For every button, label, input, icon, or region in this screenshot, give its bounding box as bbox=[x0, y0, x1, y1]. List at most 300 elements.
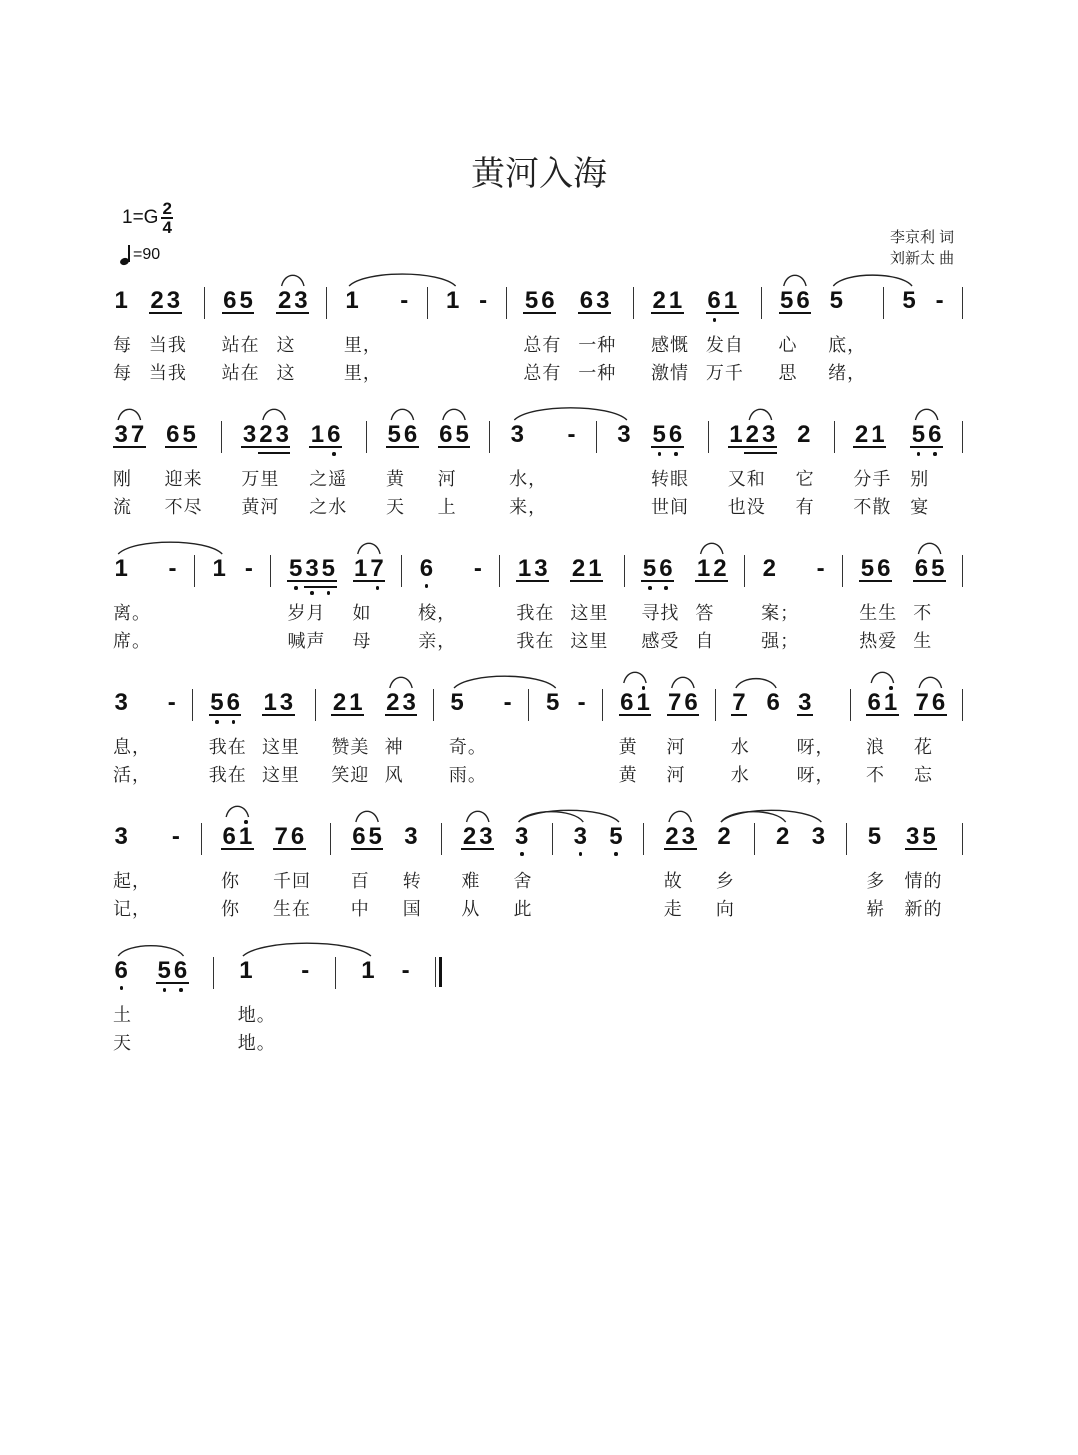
note-digit: 6 bbox=[659, 555, 673, 582]
lyric-verse-1: 站在 bbox=[221, 335, 260, 355]
note bbox=[273, 823, 289, 850]
note-digit: 7 bbox=[370, 555, 384, 582]
slur-arc bbox=[356, 811, 378, 822]
note-digit: 1 bbox=[696, 555, 711, 582]
note-digit: 3 bbox=[596, 287, 610, 314]
lyric-verse-2: 当我 bbox=[148, 363, 187, 383]
note-digit: 2 bbox=[652, 287, 666, 314]
note-digit: 3 bbox=[573, 823, 587, 850]
lyric-verse-1: 河 bbox=[666, 737, 686, 757]
notes bbox=[478, 287, 489, 331]
note-group bbox=[113, 421, 146, 521]
note-group bbox=[651, 287, 689, 387]
lyric-verse-1: 转眼 bbox=[650, 469, 689, 489]
note-group bbox=[761, 555, 799, 655]
note bbox=[385, 689, 401, 716]
note-digit: 6 bbox=[541, 287, 555, 314]
lyric-verse-1: 舍 bbox=[513, 871, 533, 891]
note-digit: 7 bbox=[732, 689, 746, 716]
note-digit: 3 bbox=[114, 823, 128, 850]
note bbox=[113, 823, 129, 850]
upper-octave-dot bbox=[889, 686, 893, 690]
lyric-verse-2: 宴 bbox=[910, 497, 930, 517]
barline bbox=[433, 689, 434, 721]
lyric-verse-1: 这里 bbox=[570, 603, 609, 623]
note-digit: 7 bbox=[130, 421, 145, 448]
note-digit: 6 bbox=[877, 555, 891, 582]
note-group bbox=[113, 689, 151, 789]
note bbox=[237, 823, 253, 850]
note-group bbox=[331, 689, 369, 789]
notes bbox=[651, 421, 684, 465]
barline bbox=[962, 421, 963, 453]
note-group bbox=[472, 555, 483, 655]
lower-octave-dot bbox=[713, 318, 717, 322]
note-digit: 6 bbox=[766, 689, 780, 716]
lyric-verse-1: 地。 bbox=[237, 1005, 276, 1025]
note-digit: 3 bbox=[681, 823, 696, 850]
note-digit: 6 bbox=[222, 823, 236, 850]
notes bbox=[572, 823, 588, 867]
note bbox=[859, 555, 875, 582]
note-digit: - bbox=[167, 689, 176, 716]
note bbox=[344, 287, 360, 314]
barline bbox=[842, 555, 843, 587]
note bbox=[348, 689, 364, 716]
note-group bbox=[211, 555, 227, 655]
note-digit: 3 bbox=[305, 555, 319, 582]
notes bbox=[400, 957, 411, 1001]
note-digit: 1 bbox=[361, 957, 375, 984]
lyric-verse-1: 它 bbox=[795, 469, 815, 489]
notes bbox=[209, 689, 242, 733]
barline bbox=[602, 689, 603, 721]
note-group bbox=[667, 689, 700, 789]
notes bbox=[276, 287, 309, 331]
note bbox=[905, 823, 921, 850]
note-digit: - bbox=[935, 287, 944, 314]
lyric-verse-2: 从 bbox=[461, 899, 481, 919]
lyric-verse-2: 天 bbox=[386, 497, 406, 517]
note bbox=[113, 957, 129, 984]
lyric-verse-2: 黄河 bbox=[241, 497, 280, 517]
note-group bbox=[300, 957, 311, 1057]
note-group bbox=[695, 555, 728, 655]
note-digit: 1 bbox=[238, 823, 253, 850]
slur-arc bbox=[749, 409, 771, 420]
note bbox=[683, 689, 699, 716]
note-digit: 1 bbox=[263, 689, 277, 716]
note-digit: 2 bbox=[665, 823, 679, 850]
note-group bbox=[513, 823, 532, 923]
lyric-verse-2: 上 bbox=[437, 497, 457, 517]
barline bbox=[962, 555, 963, 587]
note bbox=[667, 689, 683, 716]
lyric-verse-2: 我在 bbox=[208, 765, 247, 785]
note bbox=[667, 421, 683, 448]
notes bbox=[695, 555, 728, 599]
notes bbox=[761, 555, 777, 599]
note bbox=[882, 689, 898, 716]
note-group bbox=[113, 555, 151, 655]
note bbox=[651, 421, 667, 448]
note-digit: - bbox=[244, 555, 253, 582]
note-group bbox=[113, 957, 132, 1057]
notes bbox=[775, 823, 791, 867]
note bbox=[353, 555, 369, 582]
slur-arc bbox=[118, 946, 183, 956]
note bbox=[712, 555, 728, 582]
slur-arc bbox=[519, 810, 619, 822]
lyric-verse-1: 生生 bbox=[859, 603, 898, 623]
lyric-verse-2: 此 bbox=[513, 899, 533, 919]
tempo-value: =90 bbox=[133, 246, 161, 263]
lyric-verse-2: 不 bbox=[866, 765, 886, 785]
lyric-verse-1: 又和 bbox=[727, 469, 766, 489]
notes bbox=[149, 287, 182, 331]
notes bbox=[438, 421, 471, 465]
note-digit: - bbox=[577, 689, 586, 716]
note-group bbox=[570, 555, 608, 655]
note bbox=[449, 689, 465, 716]
note bbox=[913, 555, 929, 582]
note bbox=[222, 287, 238, 314]
slur-arc bbox=[443, 409, 465, 420]
lyric-verse-1: 答 bbox=[695, 603, 715, 623]
note-group bbox=[651, 421, 689, 521]
note-group bbox=[913, 555, 946, 655]
lyric-verse-1: 感慨 bbox=[650, 335, 689, 355]
note bbox=[616, 421, 632, 448]
notes bbox=[901, 287, 917, 331]
note-group bbox=[170, 823, 181, 923]
note-group bbox=[716, 823, 735, 923]
slur-arc bbox=[349, 274, 456, 286]
note-group bbox=[576, 689, 587, 789]
slur-arc bbox=[358, 543, 380, 554]
notes bbox=[706, 287, 739, 331]
note-group bbox=[523, 287, 561, 387]
lyric-verse-1: 黄 bbox=[386, 469, 406, 489]
staff-row bbox=[113, 287, 963, 387]
notes bbox=[728, 421, 777, 465]
note-group bbox=[664, 823, 697, 923]
note bbox=[695, 555, 711, 582]
note-digit: 3 bbox=[275, 421, 289, 448]
notes bbox=[418, 555, 434, 599]
lyric-verse-2: 万千 bbox=[705, 363, 744, 383]
note bbox=[418, 555, 434, 582]
lyric-verse-2: 自 bbox=[695, 631, 715, 651]
note bbox=[635, 689, 651, 716]
note-digit: 5 bbox=[182, 421, 196, 448]
note-digit: 5 bbox=[922, 823, 936, 850]
note-digit: 7 bbox=[915, 689, 929, 716]
dash-extension bbox=[399, 287, 410, 314]
note-group bbox=[113, 823, 151, 923]
note-digit: 3 bbox=[242, 421, 257, 448]
note-digit: 3 bbox=[534, 555, 548, 582]
dash-extension bbox=[566, 421, 577, 448]
notes bbox=[222, 287, 255, 331]
note-digit: 6 bbox=[579, 287, 594, 314]
note-digit: 2 bbox=[797, 421, 811, 448]
lyric-verse-2: 总有 bbox=[523, 363, 562, 383]
note bbox=[910, 421, 926, 448]
note-digit: 6 bbox=[114, 957, 128, 984]
dash-extension bbox=[300, 957, 311, 984]
note-group bbox=[572, 823, 588, 923]
lower-octave-dot bbox=[232, 720, 236, 724]
note-digit: 1 bbox=[345, 287, 359, 314]
note-digit: 2 bbox=[462, 823, 477, 850]
slur-arc bbox=[833, 275, 912, 286]
note-digit: 2 bbox=[386, 689, 400, 716]
notes bbox=[399, 287, 410, 331]
note-group bbox=[866, 689, 899, 789]
note-digit: 5 bbox=[321, 555, 336, 582]
lyric-verse-1: 每 bbox=[113, 335, 132, 355]
lyric-verse-1: 之遥 bbox=[309, 469, 348, 489]
lyric-verse-2: 感受 bbox=[641, 631, 680, 651]
note-group bbox=[262, 689, 300, 789]
note-group bbox=[221, 823, 254, 923]
barline bbox=[962, 287, 963, 319]
note bbox=[276, 287, 292, 314]
slur-arc bbox=[263, 409, 285, 420]
lyric-verse-2: 不散 bbox=[853, 497, 892, 517]
note-digit: 3 bbox=[617, 421, 631, 448]
composer-credit: 刘新太 曲 bbox=[890, 250, 955, 267]
note-digit: 5 bbox=[902, 287, 916, 314]
lyric-verse-2: 天 bbox=[113, 1033, 132, 1053]
lower-octave-dot bbox=[520, 852, 524, 856]
lyric-verse-1: 离。 bbox=[113, 603, 151, 623]
note-digit: - bbox=[301, 957, 310, 984]
lyric-verse-2: 流 bbox=[113, 497, 132, 517]
lower-octave-dot bbox=[917, 452, 921, 456]
upper-octave-dot bbox=[244, 820, 248, 824]
note bbox=[797, 689, 813, 716]
note-digit: 3 bbox=[510, 421, 524, 448]
note-digit: 3 bbox=[761, 421, 776, 448]
note-group bbox=[765, 689, 781, 789]
barline bbox=[315, 689, 316, 721]
notes bbox=[765, 689, 781, 733]
credits bbox=[890, 227, 954, 269]
notes bbox=[810, 823, 826, 867]
note-group bbox=[815, 555, 826, 655]
note-digit: 1 bbox=[883, 689, 898, 716]
note bbox=[641, 555, 657, 582]
note bbox=[444, 287, 460, 314]
note bbox=[454, 421, 470, 448]
note-digit: 6 bbox=[226, 689, 240, 716]
note bbox=[113, 287, 129, 314]
notes bbox=[287, 555, 336, 599]
note bbox=[744, 421, 760, 448]
barline bbox=[754, 823, 755, 855]
lyric-verse-2: 笑迎 bbox=[331, 765, 370, 785]
note-digit: 1 bbox=[871, 421, 885, 448]
lower-octave-dot bbox=[179, 988, 183, 992]
lyric-verse-1: 刚 bbox=[113, 469, 132, 489]
note-group bbox=[616, 421, 632, 521]
note bbox=[779, 287, 795, 314]
notes bbox=[853, 421, 886, 465]
slur-arc bbox=[467, 811, 489, 822]
notes bbox=[570, 555, 603, 599]
note bbox=[572, 823, 588, 850]
lower-octave-dot bbox=[664, 586, 668, 590]
lyric-verse-1: 我在 bbox=[516, 603, 555, 623]
note bbox=[828, 287, 844, 314]
notes bbox=[913, 555, 946, 599]
barline bbox=[366, 421, 367, 453]
note-digit: - bbox=[473, 555, 482, 582]
lyric-verse-1: 千回 bbox=[273, 871, 312, 891]
lyric-verse-1: 万里 bbox=[241, 469, 280, 489]
lyric-verse-2: 这里 bbox=[261, 765, 300, 785]
note-digit: 2 bbox=[745, 421, 759, 448]
lyric-verse-2: 母 bbox=[352, 631, 372, 651]
lower-octave-dot bbox=[579, 852, 583, 856]
note bbox=[165, 287, 181, 314]
notes bbox=[351, 823, 384, 867]
note bbox=[930, 689, 946, 716]
note bbox=[760, 421, 776, 448]
staff-row bbox=[113, 823, 963, 923]
note-digit: 2 bbox=[150, 287, 164, 314]
note-group bbox=[797, 689, 835, 789]
barline bbox=[506, 287, 507, 319]
note-digit: 6 bbox=[419, 555, 434, 582]
note-group bbox=[706, 287, 744, 387]
dash-extension bbox=[934, 287, 945, 314]
note-group bbox=[273, 823, 311, 923]
note-group bbox=[461, 823, 494, 923]
lower-octave-dot bbox=[658, 452, 662, 456]
note-group bbox=[166, 689, 177, 789]
note-group bbox=[167, 555, 178, 655]
key-label: 1=G bbox=[122, 207, 159, 228]
slur-arc bbox=[118, 409, 140, 420]
note-digit: 7 bbox=[668, 689, 682, 716]
note bbox=[516, 555, 532, 582]
lyric-verse-2: 席。 bbox=[113, 631, 151, 651]
note bbox=[866, 823, 882, 850]
note bbox=[513, 823, 529, 850]
note bbox=[156, 957, 172, 984]
dash-extension bbox=[576, 689, 587, 716]
note-digit: 6 bbox=[166, 421, 180, 448]
lower-octave-dot bbox=[327, 591, 331, 595]
note-group bbox=[934, 287, 945, 387]
slur-arc bbox=[672, 677, 694, 688]
note-digit: 1 bbox=[723, 287, 738, 314]
slur-arc bbox=[736, 679, 776, 688]
note bbox=[930, 555, 946, 582]
lower-octave-dot bbox=[294, 586, 298, 590]
barline bbox=[834, 421, 835, 453]
note bbox=[587, 555, 603, 582]
barline bbox=[744, 555, 745, 587]
lower-octave-dot bbox=[614, 852, 618, 856]
note-digit: 6 bbox=[223, 287, 237, 314]
note-group bbox=[910, 421, 943, 521]
lyric-verse-2: 激情 bbox=[650, 363, 689, 383]
notes bbox=[461, 823, 494, 867]
notes bbox=[113, 957, 129, 1001]
notes bbox=[509, 421, 525, 465]
lyric-verse-2: 中 bbox=[350, 899, 370, 919]
note-group bbox=[866, 823, 885, 923]
note-group bbox=[149, 287, 187, 387]
lyric-verse-2: 风 bbox=[384, 765, 404, 785]
note bbox=[619, 689, 635, 716]
barline bbox=[643, 823, 644, 855]
note-group bbox=[344, 287, 382, 387]
staff-row bbox=[113, 555, 963, 655]
notes bbox=[796, 421, 812, 465]
note-digit: 5 bbox=[455, 421, 469, 448]
note-digit: 6 bbox=[796, 287, 810, 314]
lyric-verse-2: 站在 bbox=[221, 363, 260, 383]
note-digit: - bbox=[401, 957, 410, 984]
dash-extension bbox=[478, 287, 489, 314]
notes bbox=[502, 689, 513, 733]
note bbox=[113, 689, 129, 716]
note-digit: 1 bbox=[636, 689, 650, 716]
notes bbox=[262, 689, 295, 733]
note-digit: 1 bbox=[239, 957, 253, 984]
barline bbox=[528, 689, 529, 721]
lower-octave-dot bbox=[376, 586, 380, 590]
song-title: 黄河入海 bbox=[471, 155, 607, 193]
lyric-verse-1: 奇。 bbox=[448, 737, 487, 757]
slur-arc bbox=[118, 542, 222, 554]
notes bbox=[905, 823, 938, 867]
note bbox=[320, 555, 336, 582]
note bbox=[331, 689, 347, 716]
barline bbox=[596, 421, 597, 453]
note bbox=[658, 555, 674, 582]
lyric-verse-1: 乡 bbox=[715, 871, 735, 891]
barline bbox=[330, 823, 331, 855]
note bbox=[129, 421, 145, 448]
notes bbox=[344, 287, 360, 331]
note bbox=[309, 421, 325, 448]
note bbox=[651, 287, 667, 314]
lyric-verse-2: 生在 bbox=[273, 899, 312, 919]
note-digit: 6 bbox=[914, 555, 929, 582]
note-digit: 5 bbox=[157, 957, 171, 984]
barline bbox=[962, 689, 963, 721]
note bbox=[289, 823, 305, 850]
note bbox=[360, 957, 376, 984]
note bbox=[667, 287, 683, 314]
lyric-verse-2: 来， bbox=[509, 497, 548, 517]
quarter-note-icon bbox=[120, 245, 131, 265]
note bbox=[367, 823, 383, 850]
notes bbox=[910, 421, 943, 465]
note-digit: 6 bbox=[403, 421, 418, 448]
note bbox=[722, 287, 738, 314]
lower-octave-dot bbox=[674, 452, 678, 456]
note-digit: 5 bbox=[524, 287, 539, 314]
lyric-verse-2: 走 bbox=[663, 899, 683, 919]
note bbox=[209, 689, 225, 716]
